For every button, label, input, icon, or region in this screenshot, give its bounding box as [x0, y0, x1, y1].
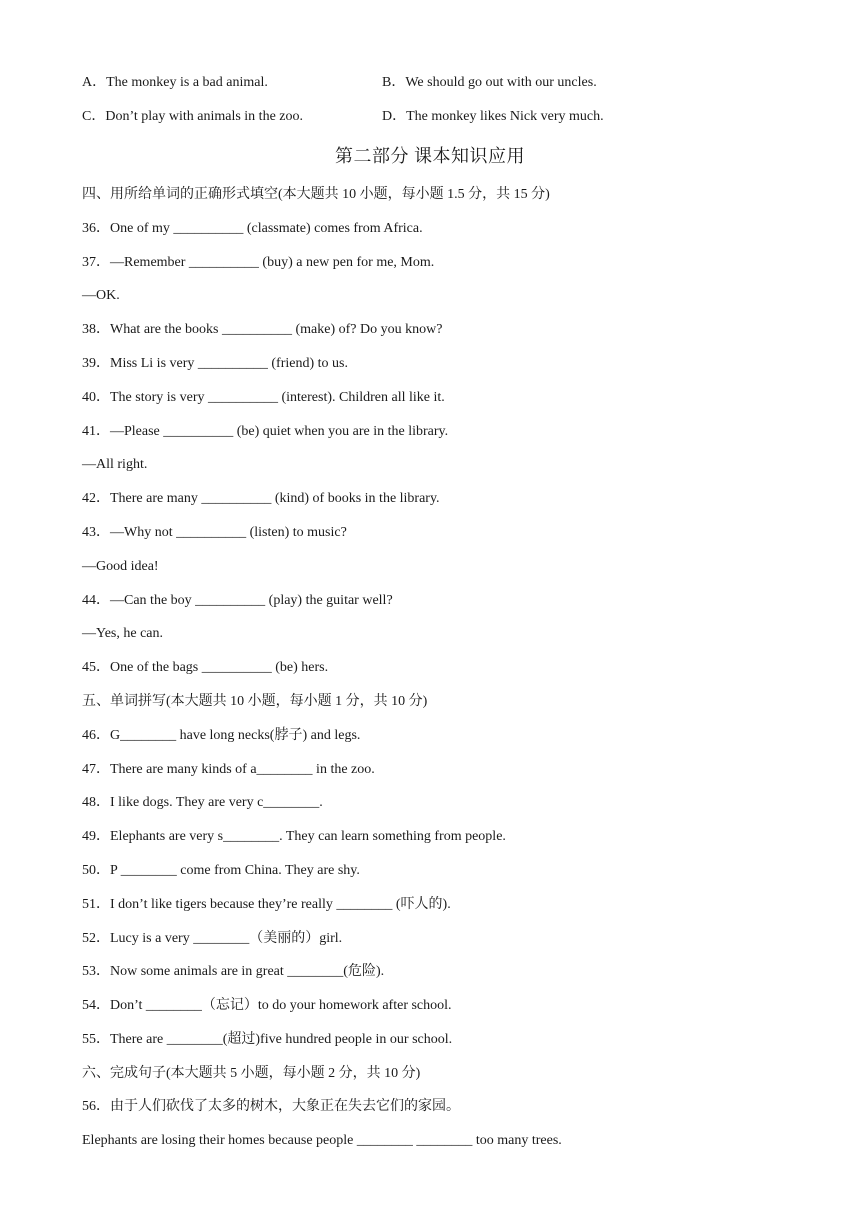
question-56-chinese: 56．由于人们砍伐了太多的树木，大象正在失去它们的家园。 — [82, 1099, 460, 1114]
question-43: 43．—Why not __________ (listen) to music? — [82, 525, 347, 540]
options-row-1 — [82, 73, 782, 93]
question-38: 38．What are the books __________ (make) of? Do you know? — [82, 322, 443, 337]
option-d: D．The monkey likes Nick very much. — [382, 109, 604, 124]
question-44: 44．—Can the boy __________ (play) the guitar well? — [82, 593, 393, 608]
question-37: 37．—Remember __________ (buy) a new pen for me, Mom. — [82, 255, 435, 270]
question-39: 39．Miss Li is very __________ (friend) to us. — [82, 356, 348, 371]
question-45: 45．One of the bags __________ (be) hers. — [82, 660, 329, 675]
question-40: 40．The story is very __________ (interest). Children all like it. — [82, 390, 445, 405]
question-37-reply: —OK. — [82, 288, 120, 303]
question-54: 54．Don’t ________（忘记）to do your homework after school. — [82, 998, 452, 1013]
question-49: 49．Elephants are very s________. They can learn something from people. — [82, 829, 506, 844]
question-46: 46．G________ have long necks(脖子) and legs. — [82, 728, 361, 743]
question-55: 55．There are ________(超过)five hundred people in our school. — [82, 1032, 453, 1047]
section-4-heading: 四、用所给单词的正确形式填空(本大题共 10 小题，每小题 1.5 分，共 15 分) — [82, 187, 550, 202]
question-41-reply: —All right. — [82, 457, 148, 472]
option-a: A．The monkey is a bad animal. — [82, 75, 268, 90]
options-row-2 — [82, 107, 782, 127]
question-44-reply: —Yes, he can. — [82, 626, 164, 641]
option-c: C．Don’t play with animals in the zoo. — [82, 109, 303, 124]
question-53: 53．Now some animals are in great ________(危险). — [82, 964, 385, 979]
section-6-heading: 六、完成句子(本大题共 5 小题，每小题 2 分，共 10 分) — [82, 1066, 421, 1081]
question-52: 52．Lucy is a very ________（美丽的）girl. — [82, 931, 343, 946]
option-b: B．We should go out with our uncles. — [382, 75, 597, 90]
question-36: 36．One of my __________ (classmate) comes from Africa. — [82, 221, 423, 236]
question-42: 42．There are many __________ (kind) of books in the library. — [82, 491, 440, 506]
question-56-english: Elephants are losing their homes because people ________ ________ too many trees. — [82, 1133, 562, 1148]
question-41: 41．—Please __________ (be) quiet when you are in the library. — [82, 424, 449, 439]
question-51: 51．I don’t like tigers because they’re really ________ (吓人的). — [82, 897, 451, 912]
section-title: 第二部分 课本知识应用 — [335, 146, 525, 166]
question-47: 47．There are many kinds of a________ in the zoo. — [82, 762, 375, 777]
question-43-reply: —Good idea! — [82, 559, 159, 574]
question-48: 48．I like dogs. They are very c________. — [82, 795, 323, 810]
question-50: 50．P ________ come from China. They are shy. — [82, 863, 360, 878]
section-5-heading: 五、单词拼写(本大题共 10 小题，每小题 1 分，共 10 分) — [82, 694, 428, 709]
